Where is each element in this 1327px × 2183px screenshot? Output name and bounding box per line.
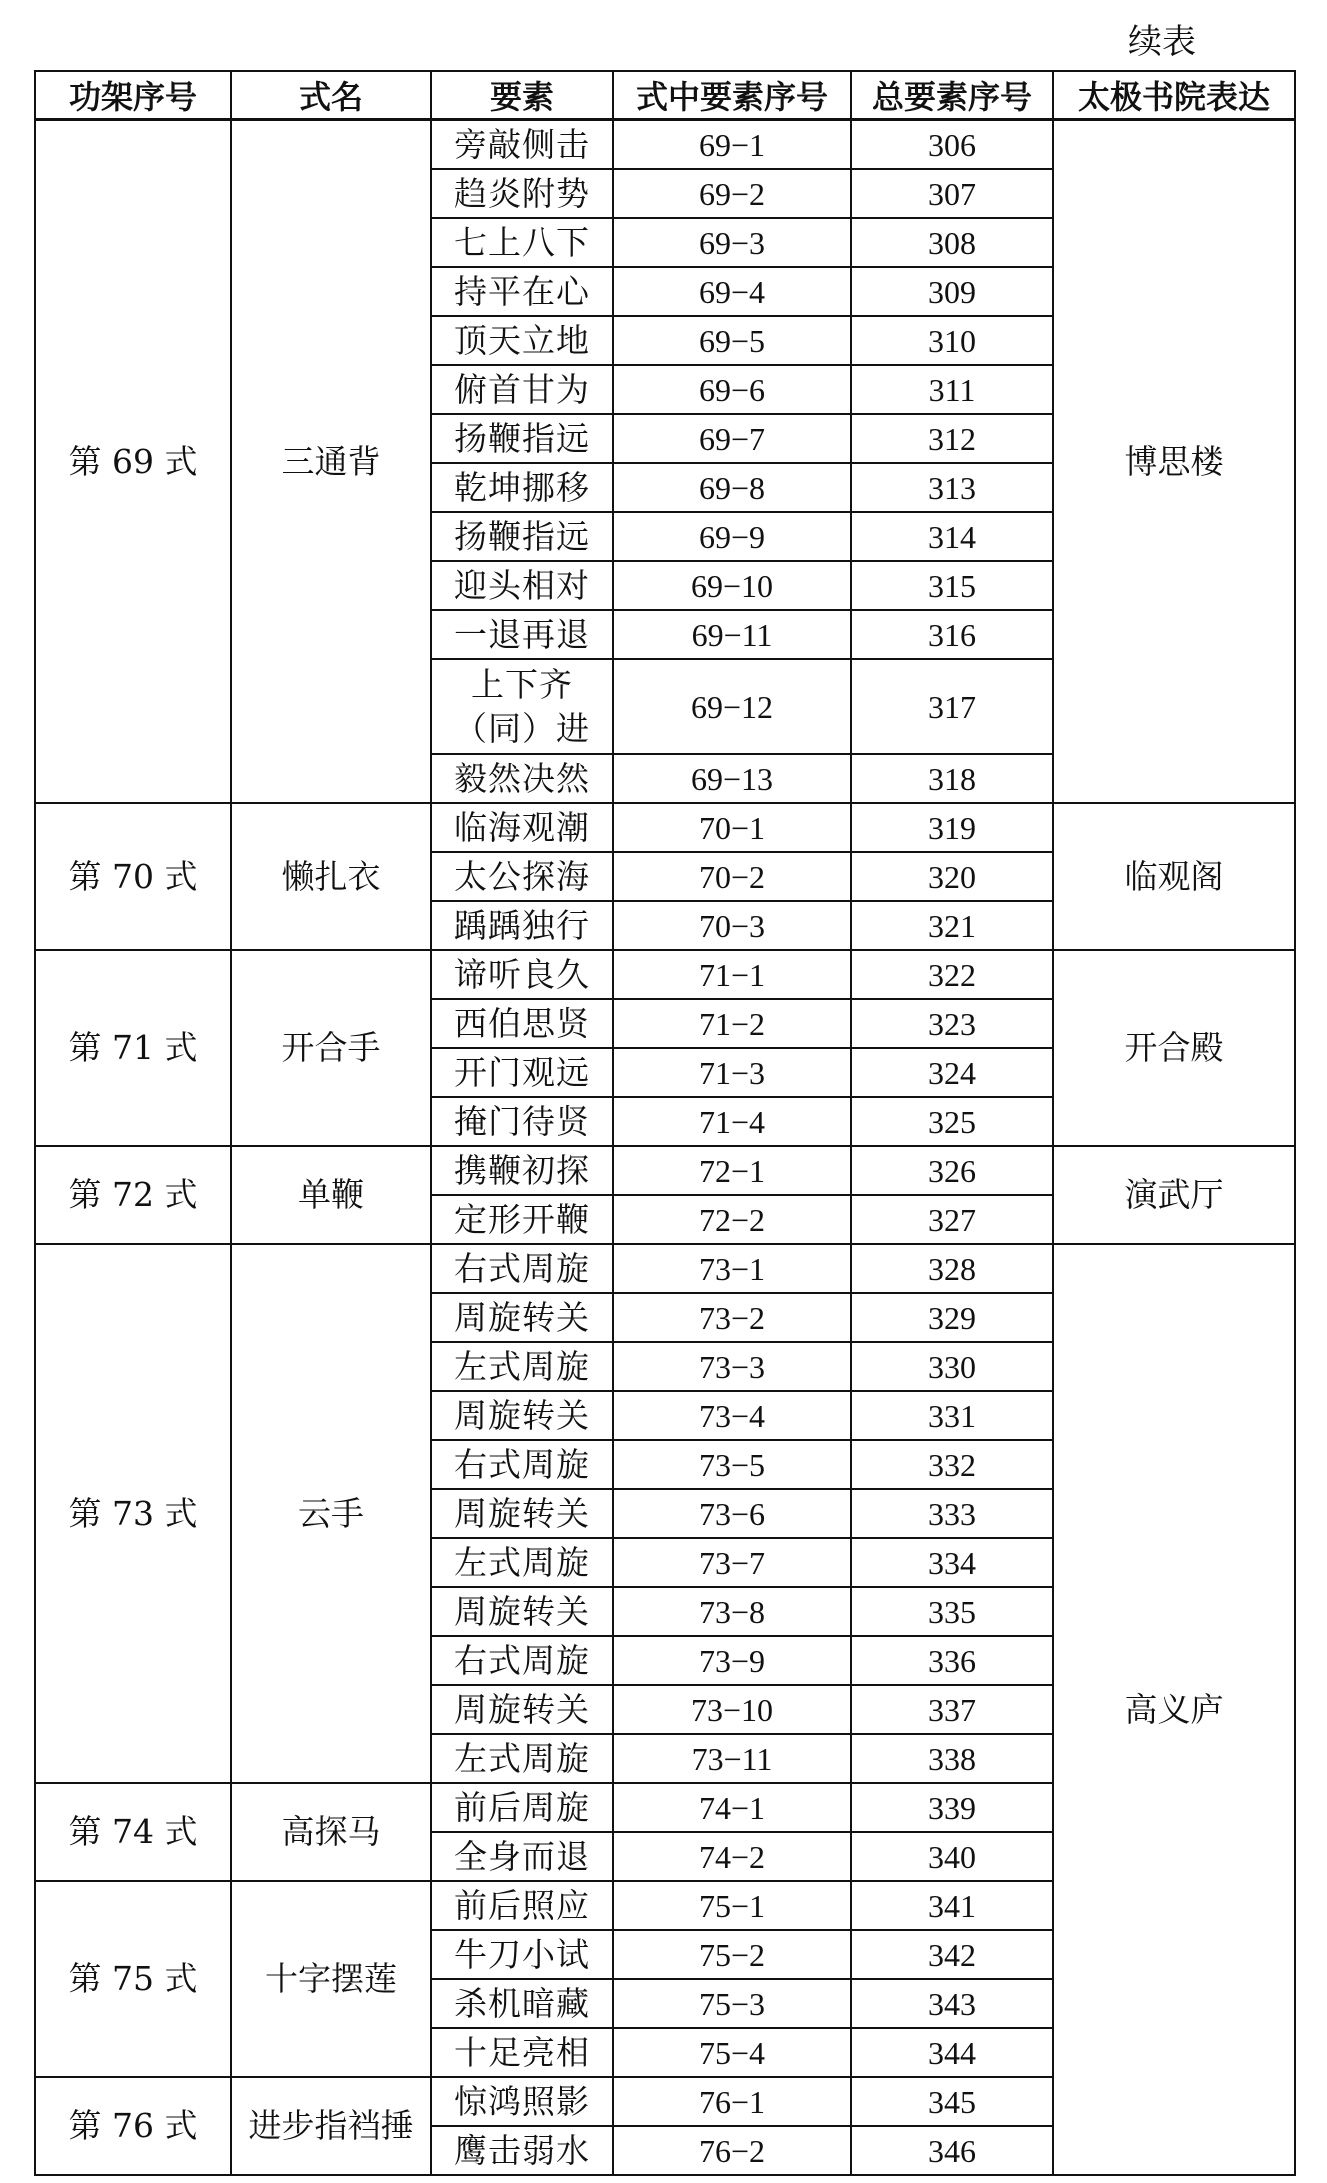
total-seq-cell: 334: [851, 1538, 1053, 1587]
total-seq-cell: 326: [851, 1146, 1053, 1195]
total-seq-cell: 311: [851, 365, 1053, 414]
element-cell: 杀机暗藏: [431, 1979, 613, 2028]
table-row: [35, 1146, 1295, 1195]
header-form-name: 式名: [231, 71, 431, 120]
element-code-cell: 70−3: [613, 901, 851, 950]
element-code-cell: 71−1: [613, 950, 851, 999]
total-seq-cell: 321: [851, 901, 1053, 950]
header-element-code: 式中要素序号: [613, 71, 851, 120]
table-row: [35, 803, 1295, 852]
form-seq-cell: 第 70 式: [35, 803, 231, 950]
element-code-cell: 75−4: [613, 2028, 851, 2077]
element-cell: 西伯思贤: [431, 999, 613, 1048]
element-cell: 一退再退: [431, 610, 613, 659]
element-code-cell: 71−3: [613, 1048, 851, 1097]
total-seq-cell: 323: [851, 999, 1053, 1048]
element-code-cell: 72−2: [613, 1195, 851, 1244]
element-cell: 全身而退: [431, 1832, 613, 1881]
total-seq-cell: 339: [851, 1783, 1053, 1832]
element-code-cell: 69−5: [613, 316, 851, 365]
total-seq-cell: 336: [851, 1636, 1053, 1685]
element-cell: 左式周旋: [431, 1538, 613, 1587]
table-row: [35, 120, 1295, 170]
element-cell: 开门观远: [431, 1048, 613, 1097]
element-code-cell: 69−2: [613, 169, 851, 218]
element-code-cell: 69−9: [613, 512, 851, 561]
element-code-cell: 74−1: [613, 1783, 851, 1832]
element-cell: 谛听良久: [431, 950, 613, 999]
element-code-cell: 76−2: [613, 2126, 851, 2175]
form-seq-cell: 第 71 式: [35, 950, 231, 1146]
total-seq-cell: 312: [851, 414, 1053, 463]
element-cell: 顶天立地: [431, 316, 613, 365]
element-cell: 扬鞭指远: [431, 512, 613, 561]
element-cell: 临海观潮: [431, 803, 613, 852]
form-name-cell: 进步指裆捶: [231, 2077, 431, 2175]
element-code-cell: 70−2: [613, 852, 851, 901]
element-code-cell: 72−1: [613, 1146, 851, 1195]
element-cell: 周旋转关: [431, 1293, 613, 1342]
element-code-cell: 69−6: [613, 365, 851, 414]
element-code-cell: 75−3: [613, 1979, 851, 2028]
total-seq-cell: 327: [851, 1195, 1053, 1244]
element-cell: 牛刀小试: [431, 1930, 613, 1979]
table-body: [35, 120, 1295, 2176]
element-cell: 太公探海: [431, 852, 613, 901]
total-seq-cell: 346: [851, 2126, 1053, 2175]
total-seq-cell: 340: [851, 1832, 1053, 1881]
total-seq-cell: 333: [851, 1489, 1053, 1538]
header-total-seq: 总要素序号: [851, 71, 1053, 120]
continued-caption: 续表: [1128, 22, 1196, 62]
form-name-cell: 高探马: [231, 1783, 431, 1881]
total-seq-cell: 328: [851, 1244, 1053, 1293]
total-seq-cell: 331: [851, 1391, 1053, 1440]
academy-cell: 开合殿: [1053, 950, 1295, 1146]
element-cell: 踽踽独行: [431, 901, 613, 950]
element-code-cell: 73−3: [613, 1342, 851, 1391]
element-code-cell: 70−1: [613, 803, 851, 852]
element-cell: 鹰击弱水: [431, 2126, 613, 2175]
total-seq-cell: 332: [851, 1440, 1053, 1489]
element-cell: 趋炎附势: [431, 169, 613, 218]
element-code-cell: 69−4: [613, 267, 851, 316]
element-code-cell: 75−2: [613, 1930, 851, 1979]
academy-cell: 博思楼: [1053, 120, 1295, 804]
total-seq-cell: 315: [851, 561, 1053, 610]
form-name-cell: 懒扎衣: [231, 803, 431, 950]
element-cell: 周旋转关: [431, 1391, 613, 1440]
element-code-cell: 73−8: [613, 1587, 851, 1636]
form-name-cell: 单鞭: [231, 1146, 431, 1244]
element-cell: 上下齐（同）进: [431, 659, 613, 754]
academy-cell: 临观阁: [1053, 803, 1295, 950]
form-name-cell: 十字摆莲: [231, 1881, 431, 2077]
element-cell: 左式周旋: [431, 1342, 613, 1391]
form-name-cell: 云手: [231, 1244, 431, 1783]
form-name-cell: 三通背: [231, 120, 431, 804]
element-code-cell: 73−6: [613, 1489, 851, 1538]
element-code-cell: 73−4: [613, 1391, 851, 1440]
total-seq-cell: 320: [851, 852, 1053, 901]
element-code-cell: 69−12: [613, 659, 851, 754]
element-code-cell: 73−7: [613, 1538, 851, 1587]
element-cell: 周旋转关: [431, 1587, 613, 1636]
element-cell: 右式周旋: [431, 1636, 613, 1685]
element-code-cell: 73−1: [613, 1244, 851, 1293]
total-seq-cell: 322: [851, 950, 1053, 999]
element-code-cell: 75−1: [613, 1881, 851, 1930]
total-seq-cell: 338: [851, 1734, 1053, 1783]
element-cell: 七上八下: [431, 218, 613, 267]
total-seq-cell: 317: [851, 659, 1053, 754]
element-code-cell: 73−11: [613, 1734, 851, 1783]
total-seq-cell: 335: [851, 1587, 1053, 1636]
element-code-cell: 69−11: [613, 610, 851, 659]
element-code-cell: 69−7: [613, 414, 851, 463]
element-cell: 右式周旋: [431, 1244, 613, 1293]
total-seq-cell: 329: [851, 1293, 1053, 1342]
total-seq-cell: 308: [851, 218, 1053, 267]
element-cell: 俯首甘为: [431, 365, 613, 414]
header-form-seq: 功架序号: [35, 71, 231, 120]
total-seq-cell: 310: [851, 316, 1053, 365]
element-cell: 旁敲侧击: [431, 120, 613, 170]
header-element: 要素: [431, 71, 613, 120]
element-cell: 定形开鞭: [431, 1195, 613, 1244]
element-code-cell: 71−4: [613, 1097, 851, 1146]
total-seq-cell: 313: [851, 463, 1053, 512]
total-seq-cell: 344: [851, 2028, 1053, 2077]
element-cell: 携鞭初探: [431, 1146, 613, 1195]
total-seq-cell: 330: [851, 1342, 1053, 1391]
element-cell: 右式周旋: [431, 1440, 613, 1489]
header-academy: 太极书院表达: [1053, 71, 1295, 120]
element-cell: 扬鞭指远: [431, 414, 613, 463]
total-seq-cell: 318: [851, 754, 1053, 803]
form-seq-cell: 第 76 式: [35, 2077, 231, 2175]
form-seq-cell: 第 75 式: [35, 1881, 231, 2077]
element-cell: 乾坤挪移: [431, 463, 613, 512]
element-cell: 前后周旋: [431, 1783, 613, 1832]
element-code-cell: 69−1: [613, 120, 851, 170]
total-seq-cell: 319: [851, 803, 1053, 852]
total-seq-cell: 309: [851, 267, 1053, 316]
table-row: [35, 950, 1295, 999]
total-seq-cell: 316: [851, 610, 1053, 659]
element-cell: 周旋转关: [431, 1685, 613, 1734]
element-code-cell: 73−10: [613, 1685, 851, 1734]
element-code-cell: 71−2: [613, 999, 851, 1048]
element-cell: 持平在心: [431, 267, 613, 316]
element-cell: 迎头相对: [431, 561, 613, 610]
element-cell: 毅然决然: [431, 754, 613, 803]
element-cell: 惊鸿照影: [431, 2077, 613, 2126]
academy-cell: 高义庐: [1053, 1244, 1295, 2175]
total-seq-cell: 325: [851, 1097, 1053, 1146]
header-row: [35, 71, 1295, 120]
element-cell: 前后照应: [431, 1881, 613, 1930]
element-code-cell: 74−2: [613, 1832, 851, 1881]
form-name-cell: 开合手: [231, 950, 431, 1146]
academy-cell: 演武厅: [1053, 1146, 1295, 1244]
element-code-cell: 76−1: [613, 2077, 851, 2126]
total-seq-cell: 341: [851, 1881, 1053, 1930]
total-seq-cell: 324: [851, 1048, 1053, 1097]
form-seq-cell: 第 74 式: [35, 1783, 231, 1881]
element-code-cell: 73−2: [613, 1293, 851, 1342]
element-cell: 周旋转关: [431, 1489, 613, 1538]
total-seq-cell: 342: [851, 1930, 1053, 1979]
form-seq-cell: 第 72 式: [35, 1146, 231, 1244]
element-cell: 左式周旋: [431, 1734, 613, 1783]
taiji-elements-table: [34, 70, 1296, 2176]
table-row: [35, 1244, 1295, 1293]
element-code-cell: 69−10: [613, 561, 851, 610]
element-cell: 掩门待贤: [431, 1097, 613, 1146]
form-seq-cell: 第 69 式: [35, 120, 231, 804]
total-seq-cell: 345: [851, 2077, 1053, 2126]
total-seq-cell: 314: [851, 512, 1053, 561]
total-seq-cell: 343: [851, 1979, 1053, 2028]
element-code-cell: 69−3: [613, 218, 851, 267]
total-seq-cell: 337: [851, 1685, 1053, 1734]
total-seq-cell: 307: [851, 169, 1053, 218]
element-cell: 十足亮相: [431, 2028, 613, 2077]
element-code-cell: 69−13: [613, 754, 851, 803]
form-seq-cell: 第 73 式: [35, 1244, 231, 1783]
element-code-cell: 73−5: [613, 1440, 851, 1489]
element-code-cell: 73−9: [613, 1636, 851, 1685]
total-seq-cell: 306: [851, 120, 1053, 170]
element-code-cell: 69−8: [613, 463, 851, 512]
